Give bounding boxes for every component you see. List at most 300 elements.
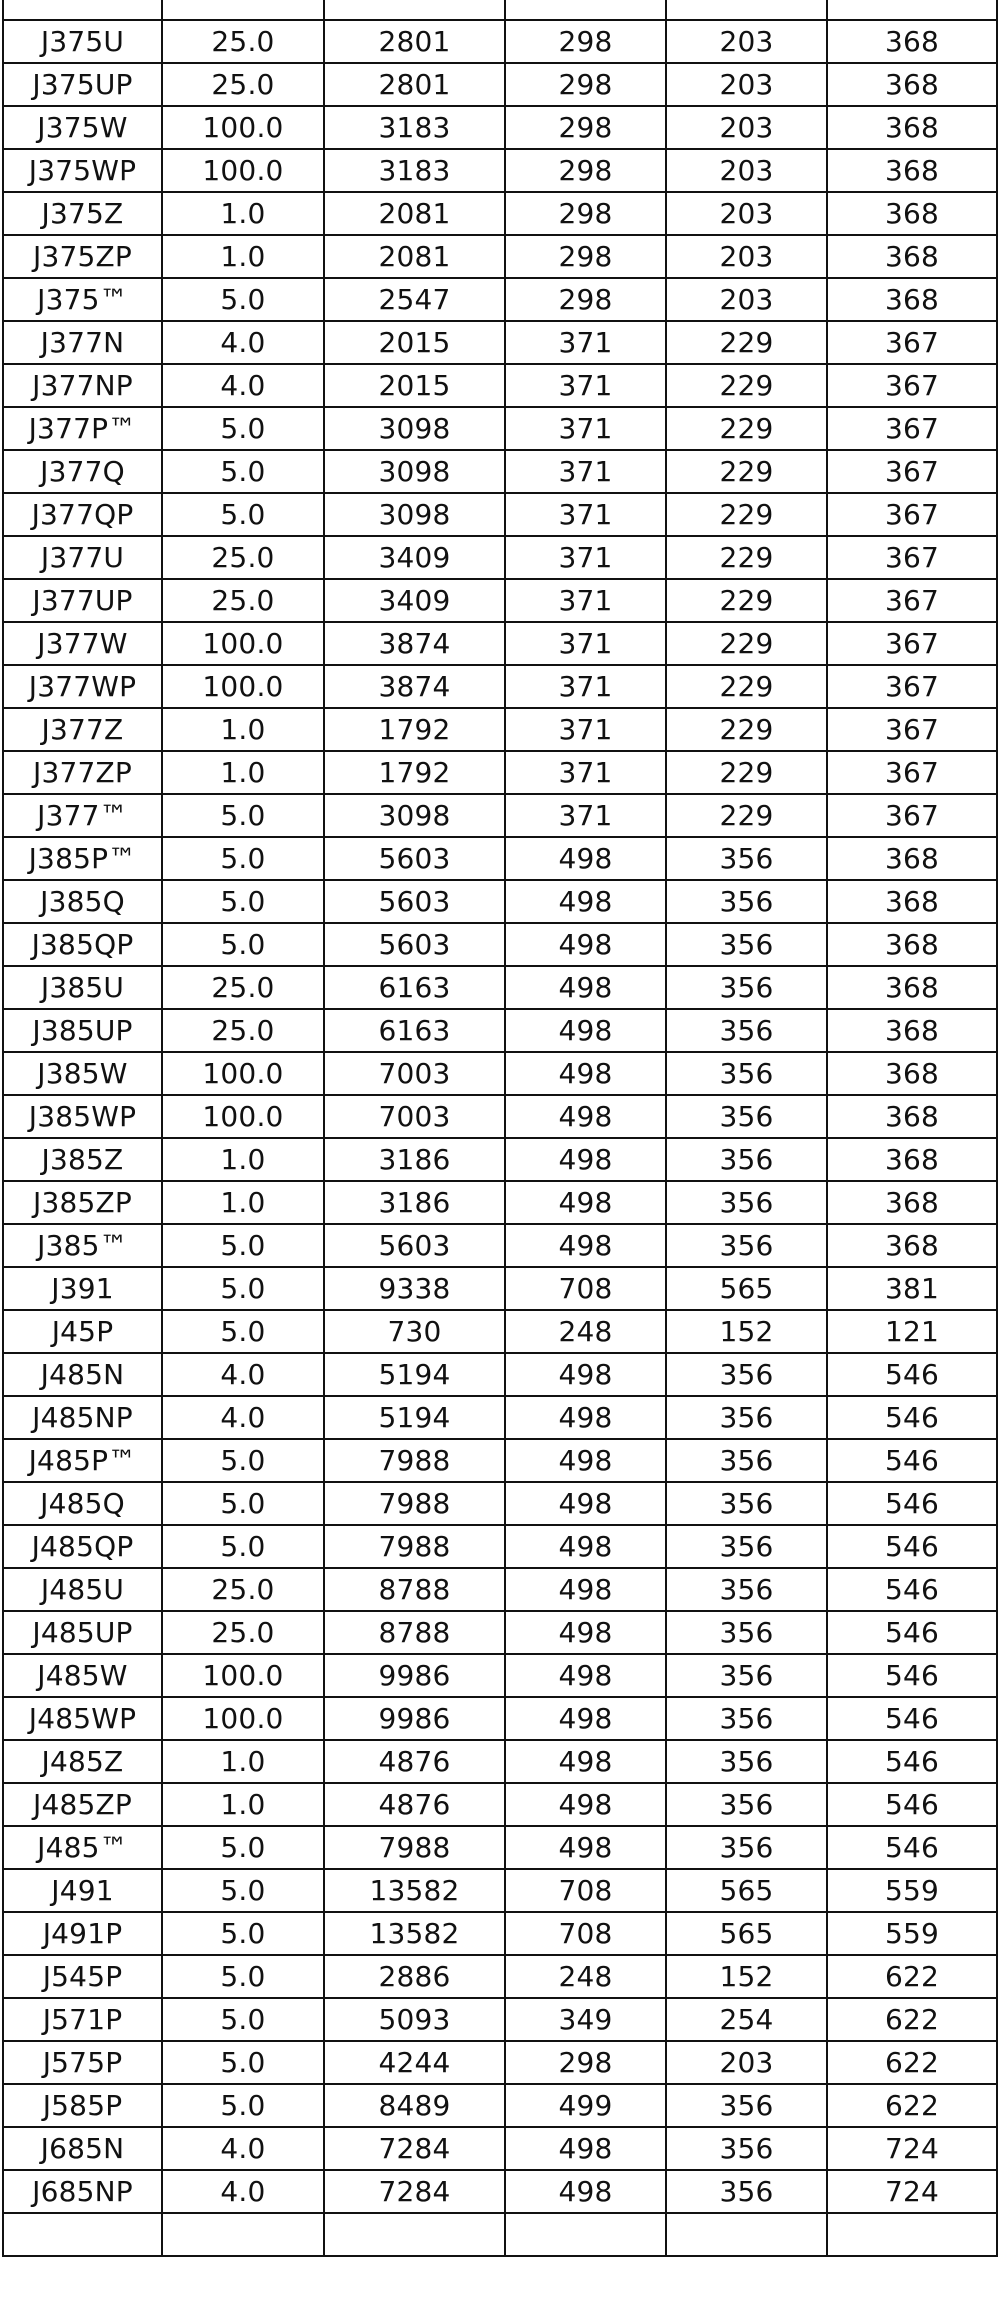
table-row [3, 1052, 997, 1095]
table-cell [162, 2213, 324, 2256]
table-cell: 559 [827, 1869, 997, 1912]
table-cell: 1.0 [162, 751, 324, 794]
table-cell: 367 [827, 794, 997, 837]
table-cell: 5.0 [162, 1998, 324, 2041]
table-cell: 498 [505, 1353, 666, 1396]
table-cell: 371 [505, 321, 666, 364]
table-cell: 298 [505, 63, 666, 106]
table-cell: 229 [666, 536, 827, 579]
table-cell: J385U [3, 966, 162, 1009]
table-cell: 1792 [324, 708, 505, 751]
table-cell: 7988 [324, 1525, 505, 1568]
table-cell: 356 [666, 1353, 827, 1396]
table-cell: 203 [666, 63, 827, 106]
table-cell: 25.0 [162, 1009, 324, 1052]
table-cell: 229 [666, 622, 827, 665]
table-row [3, 450, 997, 493]
table-cell: 368 [827, 880, 997, 923]
table-cell: 356 [666, 1439, 827, 1482]
table-cell: 3098 [324, 407, 505, 450]
table-cell: 356 [666, 966, 827, 1009]
table-cell: 5.0 [162, 450, 324, 493]
table-cell: 5.0 [162, 1482, 324, 1525]
table-cell: 368 [827, 1009, 997, 1052]
table-cell: J685NP [3, 2170, 162, 2213]
table-row [3, 579, 997, 622]
table-cell: 724 [827, 2170, 997, 2213]
table-cell: 498 [505, 1740, 666, 1783]
table-row [3, 794, 997, 837]
table-cell: 1.0 [162, 235, 324, 278]
table-row [3, 1353, 997, 1396]
table-cell: 368 [827, 278, 997, 321]
table-cell: J485ZP [3, 1783, 162, 1826]
table-cell: 4.0 [162, 2170, 324, 2213]
table-cell: 5.0 [162, 1224, 324, 1267]
table-cell: 1.0 [162, 708, 324, 751]
table-cell: 229 [666, 751, 827, 794]
table-cell: 1792 [324, 751, 505, 794]
table-cell: 498 [505, 1525, 666, 1568]
table-cell: 371 [505, 708, 666, 751]
table-cell: 368 [827, 1052, 997, 1095]
table-cell: J377QP [3, 493, 162, 536]
table-cell: 7988 [324, 1482, 505, 1525]
table-row [3, 63, 997, 106]
table-cell: 356 [666, 1654, 827, 1697]
table-cell: 1.0 [162, 192, 324, 235]
table-cell: 5.0 [162, 1525, 324, 1568]
table-row [3, 923, 997, 966]
table-cell: 546 [827, 1783, 997, 1826]
table-cell: 356 [666, 880, 827, 923]
table-cell [324, 0, 505, 20]
table-cell: 7003 [324, 1095, 505, 1138]
table-cell: 298 [505, 235, 666, 278]
table-cell: 229 [666, 665, 827, 708]
table-cell: 13582 [324, 1869, 505, 1912]
table-body [3, 0, 997, 2256]
table-cell: J485Q [3, 1482, 162, 1525]
table-row [3, 1009, 997, 1052]
table-cell: 622 [827, 1955, 997, 1998]
table-cell: 356 [666, 1224, 827, 1267]
table-cell [827, 0, 997, 20]
table-cell: 368 [827, 20, 997, 63]
table-cell: 5603 [324, 837, 505, 880]
table-cell [162, 0, 324, 20]
table-cell: 5.0 [162, 1955, 324, 1998]
table-row [3, 149, 997, 192]
table-cell: 203 [666, 235, 827, 278]
table-cell: 546 [827, 1740, 997, 1783]
table-cell: 25.0 [162, 536, 324, 579]
table-cell: 730 [324, 1310, 505, 1353]
table-cell: 565 [666, 1267, 827, 1310]
table-cell: 546 [827, 1482, 997, 1525]
table-cell: J375W [3, 106, 162, 149]
table-cell: 3409 [324, 579, 505, 622]
table-cell: 5.0 [162, 1826, 324, 1869]
table-row [3, 1138, 997, 1181]
table-cell: J377UP [3, 579, 162, 622]
table-cell: J485Z [3, 1740, 162, 1783]
table-cell: 1.0 [162, 1181, 324, 1224]
table-cell: 368 [827, 1224, 997, 1267]
table-row [3, 20, 997, 63]
table-row [3, 2041, 997, 2084]
table-row [3, 880, 997, 923]
table-cell: 368 [827, 1138, 997, 1181]
table-cell: 229 [666, 364, 827, 407]
table-cell: 5.0 [162, 880, 324, 923]
table-cell: J485U [3, 1568, 162, 1611]
table-cell: 298 [505, 20, 666, 63]
table-row [3, 2084, 997, 2127]
table-row [3, 235, 997, 278]
table-row [3, 1654, 997, 1697]
table-cell: 4.0 [162, 1396, 324, 1439]
table-cell: J571P [3, 1998, 162, 2041]
table-cell: 371 [505, 493, 666, 536]
table-cell: 368 [827, 1095, 997, 1138]
table-cell: 498 [505, 1482, 666, 1525]
table-row [3, 1955, 997, 1998]
table-cell: 708 [505, 1869, 666, 1912]
table-cell: 356 [666, 2170, 827, 2213]
table-cell: 248 [505, 1310, 666, 1353]
table-cell: J585P [3, 2084, 162, 2127]
table-cell: 3409 [324, 536, 505, 579]
table-cell: 546 [827, 1611, 997, 1654]
table-cell: 367 [827, 493, 997, 536]
table-cell: 498 [505, 1654, 666, 1697]
table-cell: 498 [505, 1568, 666, 1611]
table-cell: 498 [505, 1396, 666, 1439]
table-row [3, 1697, 997, 1740]
table-cell: 368 [827, 966, 997, 1009]
table-cell: 498 [505, 923, 666, 966]
table-cell: 367 [827, 450, 997, 493]
table-cell: 356 [666, 1482, 827, 1525]
table-cell: 5093 [324, 1998, 505, 2041]
table-cell: 229 [666, 794, 827, 837]
table-row [3, 1525, 997, 1568]
table-cell: 5603 [324, 880, 505, 923]
table-cell: 4876 [324, 1740, 505, 1783]
table-cell: 367 [827, 407, 997, 450]
table-row [3, 1611, 997, 1654]
table-cell: 546 [827, 1654, 997, 1697]
table-cell: 5.0 [162, 407, 324, 450]
table-cell: 7284 [324, 2127, 505, 2170]
table-cell: J685N [3, 2127, 162, 2170]
table-cell: J375ZP [3, 235, 162, 278]
table-cell: J385™ [3, 1224, 162, 1267]
table-row [3, 837, 997, 880]
table-row [3, 407, 997, 450]
table-cell [505, 2213, 666, 2256]
table-cell: 367 [827, 665, 997, 708]
table-cell: 498 [505, 1052, 666, 1095]
table-cell: 3098 [324, 493, 505, 536]
table-cell: 1.0 [162, 1740, 324, 1783]
table-cell: 565 [666, 1869, 827, 1912]
table-cell: 498 [505, 1439, 666, 1482]
table-cell: 565 [666, 1912, 827, 1955]
table-row [3, 1783, 997, 1826]
table-cell: 498 [505, 1826, 666, 1869]
table-cell: 9986 [324, 1654, 505, 1697]
table-cell: J391 [3, 1267, 162, 1310]
table-row-partial-top [3, 0, 997, 20]
table-cell: 229 [666, 321, 827, 364]
table-cell: 203 [666, 149, 827, 192]
table-cell: 25.0 [162, 966, 324, 1009]
table-cell: 4.0 [162, 2127, 324, 2170]
table-cell: J485W [3, 1654, 162, 1697]
table-cell: 381 [827, 1267, 997, 1310]
table-cell: 368 [827, 63, 997, 106]
table-cell: 546 [827, 1697, 997, 1740]
table-cell: J575P [3, 2041, 162, 2084]
table-cell: J375WP [3, 149, 162, 192]
table-cell: J385P™ [3, 837, 162, 880]
table-cell: 298 [505, 106, 666, 149]
table-cell: 4.0 [162, 321, 324, 364]
table-cell: 367 [827, 751, 997, 794]
table-cell: 2081 [324, 192, 505, 235]
table-cell [666, 0, 827, 20]
table-cell: 25.0 [162, 20, 324, 63]
table-row [3, 493, 997, 536]
table-cell: 3098 [324, 794, 505, 837]
table-cell: 5194 [324, 1396, 505, 1439]
table-cell [666, 2213, 827, 2256]
table-cell: 4.0 [162, 1353, 324, 1396]
table-cell: 5.0 [162, 923, 324, 966]
table-cell: 371 [505, 450, 666, 493]
table-row [3, 622, 997, 665]
table-cell: 356 [666, 1396, 827, 1439]
table-cell: 152 [666, 1310, 827, 1353]
table-row [3, 708, 997, 751]
table-cell: 356 [666, 923, 827, 966]
table-cell: 371 [505, 579, 666, 622]
table-cell: 546 [827, 1396, 997, 1439]
table-cell: J377N [3, 321, 162, 364]
table-cell: 100.0 [162, 1095, 324, 1138]
table-cell: 203 [666, 278, 827, 321]
table-row [3, 1740, 997, 1783]
table-cell: 298 [505, 149, 666, 192]
table-cell [505, 0, 666, 20]
table-cell: J485WP [3, 1697, 162, 1740]
table-cell: 121 [827, 1310, 997, 1353]
table-cell: 371 [505, 794, 666, 837]
table-cell: 100.0 [162, 622, 324, 665]
table-cell: 356 [666, 1525, 827, 1568]
table-cell: 356 [666, 1009, 827, 1052]
table-cell: 5.0 [162, 1310, 324, 1353]
table-cell: 5.0 [162, 2041, 324, 2084]
table-cell: 2886 [324, 1955, 505, 1998]
table-cell: 356 [666, 1138, 827, 1181]
table-row [3, 966, 997, 1009]
table-cell: J377Z [3, 708, 162, 751]
table-cell: J545P [3, 1955, 162, 1998]
table-cell: 2547 [324, 278, 505, 321]
table-cell: J377™ [3, 794, 162, 837]
table-cell: J375U [3, 20, 162, 63]
table-cell: 4244 [324, 2041, 505, 2084]
table-row [3, 1224, 997, 1267]
table-cell: 298 [505, 2041, 666, 2084]
table-cell: 546 [827, 1525, 997, 1568]
table-cell: 203 [666, 106, 827, 149]
table-cell: 5.0 [162, 837, 324, 880]
table-cell: 371 [505, 407, 666, 450]
table-cell: 546 [827, 1439, 997, 1482]
table-row [3, 1181, 997, 1224]
table-cell [324, 2213, 505, 2256]
table-cell: 100.0 [162, 106, 324, 149]
table-row [3, 1095, 997, 1138]
data-table [2, 0, 998, 2257]
table-cell: 298 [505, 278, 666, 321]
table-cell: 3183 [324, 149, 505, 192]
table-cell: 3874 [324, 665, 505, 708]
table-cell: J385Q [3, 880, 162, 923]
table-row [3, 536, 997, 579]
table-cell: J385QP [3, 923, 162, 966]
table-row [3, 1439, 997, 1482]
table-cell: J375™ [3, 278, 162, 321]
table-cell: 7988 [324, 1826, 505, 1869]
table-cell: 371 [505, 364, 666, 407]
table-cell: J377ZP [3, 751, 162, 794]
table-cell: 8489 [324, 2084, 505, 2127]
table-cell: J485N [3, 1353, 162, 1396]
table-cell: 2801 [324, 63, 505, 106]
table-row [3, 1568, 997, 1611]
table-cell: 622 [827, 2041, 997, 2084]
table-cell: 5.0 [162, 1439, 324, 1482]
table-cell: J385Z [3, 1138, 162, 1181]
table-cell: 356 [666, 1826, 827, 1869]
table-cell: 708 [505, 1267, 666, 1310]
table-cell: J385UP [3, 1009, 162, 1052]
table-cell: 25.0 [162, 1568, 324, 1611]
table-cell: 7284 [324, 2170, 505, 2213]
table-cell: 356 [666, 1740, 827, 1783]
table-cell [827, 2213, 997, 2256]
table-cell: 498 [505, 880, 666, 923]
table-row [3, 192, 997, 235]
table-cell: 368 [827, 923, 997, 966]
table-cell: 5.0 [162, 1869, 324, 1912]
table-cell: 203 [666, 192, 827, 235]
table-cell: 229 [666, 407, 827, 450]
table-cell: J377WP [3, 665, 162, 708]
table-cell: 203 [666, 20, 827, 63]
table-cell: 25.0 [162, 63, 324, 106]
table-cell: 6163 [324, 1009, 505, 1052]
table-cell: J491 [3, 1869, 162, 1912]
table-cell: 368 [827, 149, 997, 192]
table-cell [3, 2213, 162, 2256]
table-cell: 546 [827, 1826, 997, 1869]
table-cell: 371 [505, 622, 666, 665]
table-cell: 498 [505, 1224, 666, 1267]
table-cell: 3186 [324, 1181, 505, 1224]
table-cell: 498 [505, 2127, 666, 2170]
table-cell: 8788 [324, 1611, 505, 1654]
table-cell: 5.0 [162, 278, 324, 321]
table-cell: 498 [505, 2170, 666, 2213]
table-cell: 724 [827, 2127, 997, 2170]
table-cell: J375Z [3, 192, 162, 235]
table-cell: 203 [666, 2041, 827, 2084]
table-cell: 356 [666, 2084, 827, 2127]
table-cell: J491P [3, 1912, 162, 1955]
table-cell: 367 [827, 364, 997, 407]
table-row [3, 2127, 997, 2170]
table-cell: 9338 [324, 1267, 505, 1310]
table-cell: J485QP [3, 1525, 162, 1568]
table-cell: 356 [666, 1095, 827, 1138]
table-cell: J485UP [3, 1611, 162, 1654]
table-cell: 708 [505, 1912, 666, 1955]
table-cell: 298 [505, 192, 666, 235]
table-cell: 25.0 [162, 1611, 324, 1654]
table-cell: 499 [505, 2084, 666, 2127]
table-cell: 2015 [324, 364, 505, 407]
table-cell: 5194 [324, 1353, 505, 1396]
table-cell: 356 [666, 1697, 827, 1740]
table-row [3, 665, 997, 708]
table-cell: 368 [827, 192, 997, 235]
table-cell: J375UP [3, 63, 162, 106]
table-row [3, 1912, 997, 1955]
table-cell: J385WP [3, 1095, 162, 1138]
table-cell: 229 [666, 493, 827, 536]
table-cell: 371 [505, 751, 666, 794]
table-row [3, 1998, 997, 2041]
table-cell [3, 0, 162, 20]
table-cell: 5.0 [162, 794, 324, 837]
table-cell: 5603 [324, 923, 505, 966]
table-cell: 13582 [324, 1912, 505, 1955]
table-cell: 498 [505, 1611, 666, 1654]
table-cell: 3186 [324, 1138, 505, 1181]
table-cell: 25.0 [162, 579, 324, 622]
table-cell: 371 [505, 665, 666, 708]
table-cell: 5.0 [162, 1912, 324, 1955]
table-cell: 546 [827, 1568, 997, 1611]
table-cell: 367 [827, 622, 997, 665]
table-row [3, 1267, 997, 1310]
table-cell: 8788 [324, 1568, 505, 1611]
table-cell: 9986 [324, 1697, 505, 1740]
table-cell: 622 [827, 2084, 997, 2127]
table-cell: 498 [505, 966, 666, 1009]
table-cell: J485™ [3, 1826, 162, 1869]
table-cell: 356 [666, 1052, 827, 1095]
table-cell: 498 [505, 1697, 666, 1740]
table-row-partial-bottom [3, 2213, 997, 2256]
table-cell: 559 [827, 1912, 997, 1955]
